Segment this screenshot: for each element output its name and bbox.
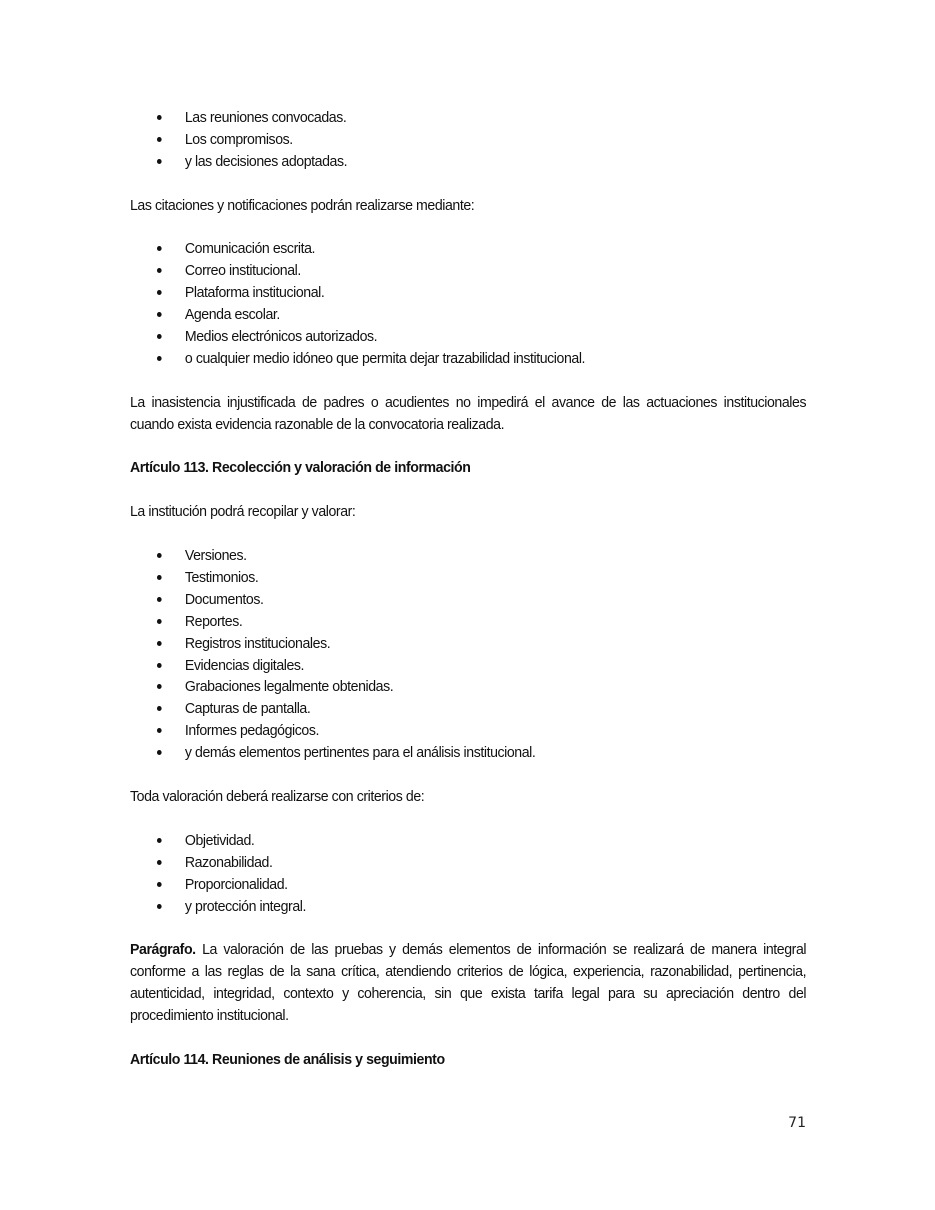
list-item: Evidencias digitales. <box>130 655 806 677</box>
criteria-list <box>130 830 806 918</box>
list-item: Documentos. <box>130 589 806 611</box>
list-item: Objetividad. <box>130 830 806 852</box>
paragrafo-paragraph <box>130 939 806 1027</box>
bullet-icon <box>157 728 162 733</box>
bullet-icon <box>157 838 162 843</box>
criteria-intro: Toda valoración deberá realizarse con criterios de: <box>130 787 425 805</box>
bullet-icon <box>157 246 162 251</box>
list-item: Los compromisos. <box>130 129 806 151</box>
bullet-icon <box>157 159 162 164</box>
page-number: 71 <box>788 1115 806 1131</box>
paragrafo-text: La valoración de las pruebas y demás elementos de información se realizará de manera integral conforme a las reglas de la sana crítica, atendiendo criterios de lógica, experiencia, razonabilidad, pertinencia, autenticidad, integridad, contexto y coherencia, sin que exista tarifa legal para su apreciación dentro del procedimiento institucional. <box>130 941 807 1025</box>
collect-intro: La institución podrá recopilar y valorar: <box>130 503 356 521</box>
list-item: Comunicación escrita. <box>130 238 806 260</box>
bullet-icon <box>157 904 162 909</box>
list-item: Versiones. <box>130 545 806 567</box>
list-item: Testimonios. <box>130 567 806 589</box>
bullet-icon <box>157 290 162 295</box>
list-item: Razonabilidad. <box>130 852 806 874</box>
paragrafo-label: Parágrafo. <box>130 941 196 959</box>
article-113-heading: Artículo 113. Recolección y valoración de información <box>130 459 471 477</box>
bullet-icon <box>157 860 162 865</box>
list-item: Agenda escolar. <box>130 304 806 326</box>
list-item: Las reuniones convocadas. <box>130 107 806 129</box>
bullet-icon <box>157 356 162 361</box>
bullet-icon <box>157 137 162 142</box>
absence-paragraph: La inasistencia injustificada de padres o acudientes no impedirá el avance de las actuaciones institucionales cuando exista evidencia razonable de la convocatoria realizada. <box>130 393 807 433</box>
bullet-icon <box>157 641 162 646</box>
bullet-icon <box>157 268 162 273</box>
bullet-icon <box>157 619 162 624</box>
list-item: Informes pedagógicos. <box>130 720 806 742</box>
list-item: o cualquier medio idóneo que permita dejar trazabilidad institucional. <box>130 348 806 370</box>
meetings-list <box>130 107 806 173</box>
citations-intro: Las citaciones y notificaciones podrán realizarse mediante: <box>130 196 475 214</box>
list-item: y demás elementos pertinentes para el análisis institucional. <box>130 742 806 764</box>
list-item: Grabaciones legalmente obtenidas. <box>130 676 806 698</box>
page-content <box>130 107 806 1071</box>
article-114-heading: Artículo 114. Reuniones de análisis y seguimiento <box>130 1050 445 1068</box>
bullet-icon <box>157 334 162 339</box>
list-item: Reportes. <box>130 611 806 633</box>
evidence-list <box>130 545 806 764</box>
bullet-icon <box>157 663 162 668</box>
bullet-icon <box>157 684 162 689</box>
bullet-icon <box>157 597 162 602</box>
notification-means-list <box>130 238 806 369</box>
bullet-icon <box>157 882 162 887</box>
list-item: Plataforma institucional. <box>130 282 806 304</box>
list-item: Capturas de pantalla. <box>130 698 806 720</box>
bullet-icon <box>157 575 162 580</box>
bullet-icon <box>157 750 162 755</box>
bullet-icon <box>157 115 162 120</box>
bullet-icon <box>157 706 162 711</box>
list-item: y protección integral. <box>130 896 806 918</box>
bullet-icon <box>157 312 162 317</box>
list-item: Registros institucionales. <box>130 633 806 655</box>
list-item: Medios electrónicos autorizados. <box>130 326 806 348</box>
list-item: y las decisiones adoptadas. <box>130 151 806 173</box>
list-item: Proporcionalidad. <box>130 874 806 896</box>
bullet-icon <box>157 553 162 558</box>
list-item: Correo institucional. <box>130 260 806 282</box>
